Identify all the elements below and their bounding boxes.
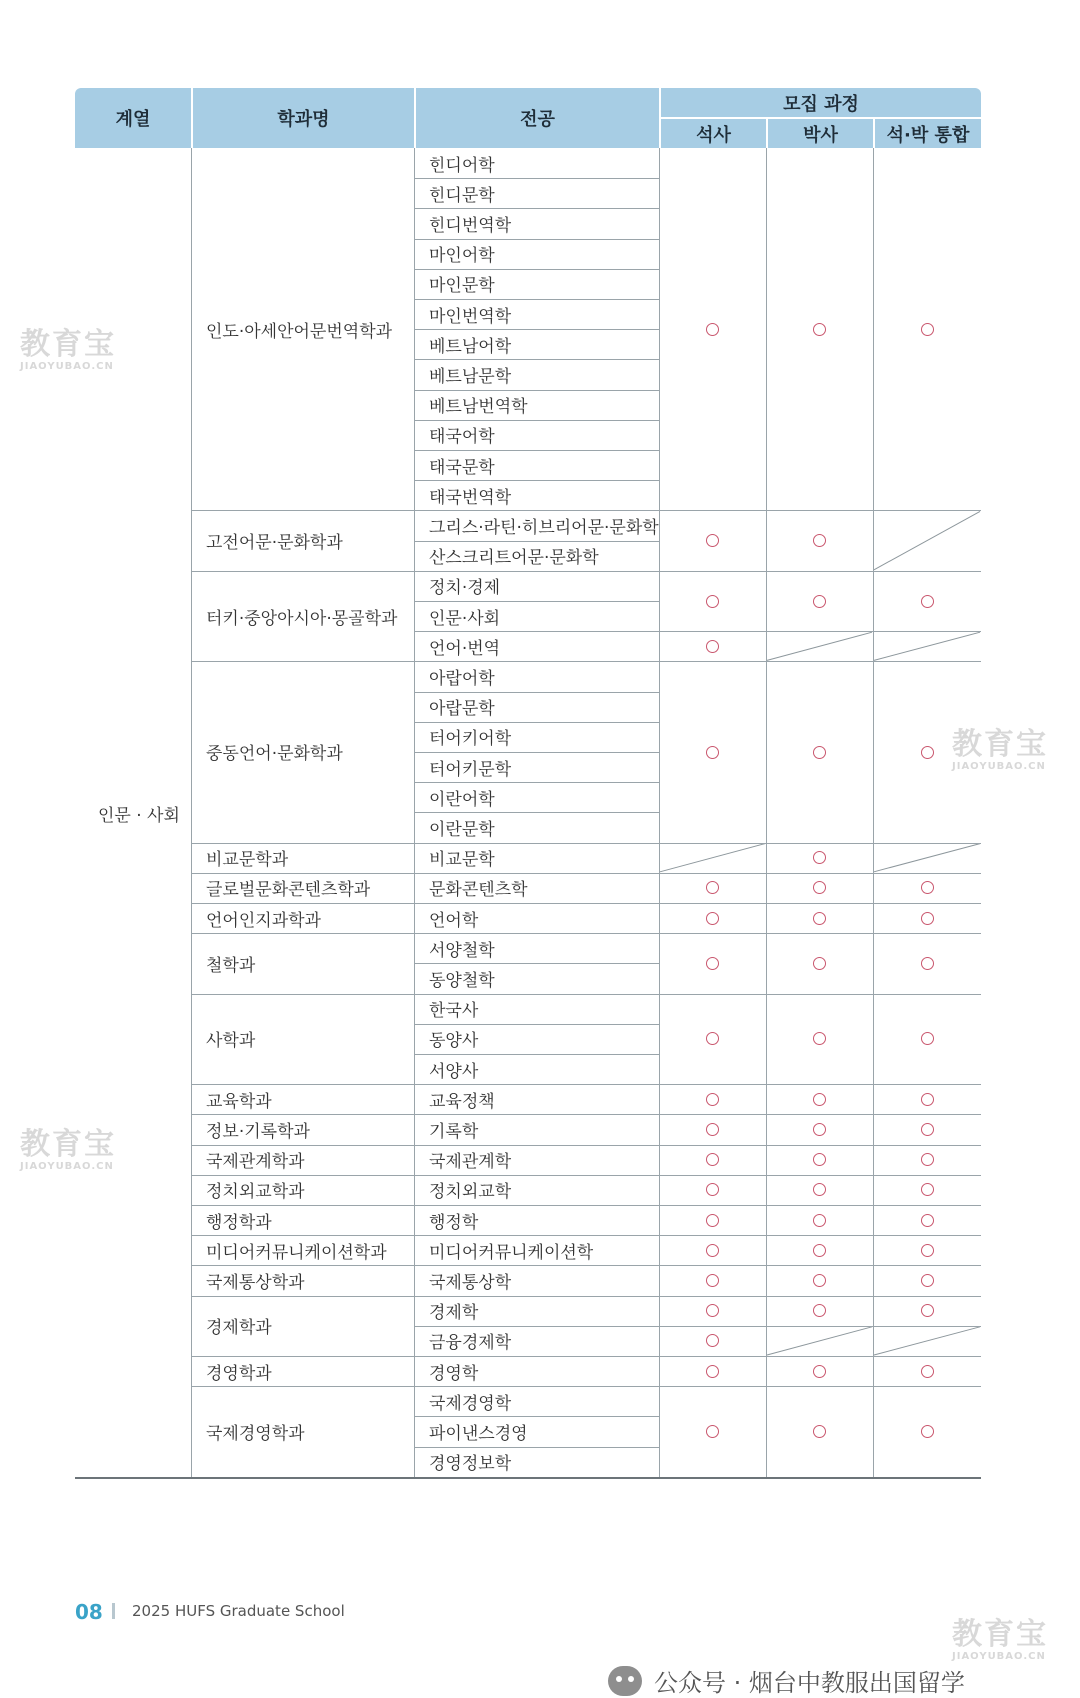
major-name: 경영정보학 [429, 1454, 512, 1475]
department-name: 국제경영학과 [206, 1423, 305, 1444]
available-circle-icon [813, 912, 826, 925]
watermark-logo [952, 1617, 1048, 1662]
available-circle-icon [706, 1425, 719, 1438]
available-circle-icon [706, 1123, 719, 1136]
department-name: 국제관계학과 [206, 1152, 305, 1173]
unavailable-slash [767, 1327, 872, 1355]
available-circle-icon [706, 323, 719, 336]
major-name: 국제관계학 [429, 1152, 512, 1173]
unavailable-slash [660, 844, 765, 872]
available-circle-icon [921, 1304, 934, 1317]
department-name: 교육학과 [206, 1091, 272, 1112]
major-name: 정치·경제 [429, 578, 501, 599]
header-major: 전공 [520, 109, 555, 130]
available-circle-icon [706, 640, 719, 653]
department-name: 인도·아세안어문번역학과 [206, 321, 393, 342]
unavailable-slash [767, 632, 872, 660]
available-circle-icon [813, 534, 826, 547]
available-circle-icon [813, 957, 826, 970]
major-name: 태국번역학 [429, 487, 512, 508]
watermark-brand: 教育宝 [952, 1617, 1048, 1652]
available-circle-icon [706, 1274, 719, 1287]
table-bottom-border [75, 1477, 981, 1479]
major-name: 서양사 [429, 1061, 479, 1082]
major-name: 아랍문학 [429, 699, 495, 720]
major-name: 경제학 [429, 1303, 479, 1324]
major-name: 태국문학 [429, 457, 495, 478]
available-circle-icon [813, 746, 826, 759]
watermark-logo [952, 727, 1048, 772]
department-name: 경제학과 [206, 1318, 272, 1339]
available-circle-icon [921, 1244, 934, 1257]
watermark-logo [20, 1127, 116, 1172]
department-name: 언어인지과학과 [206, 910, 321, 931]
header-recruit: 모집 과정 [783, 94, 859, 115]
available-circle-icon [706, 957, 719, 970]
available-circle-icon [921, 912, 934, 925]
major-name: 힌디어학 [429, 155, 495, 176]
unavailable-slash [874, 511, 980, 569]
major-name: 경영학 [429, 1363, 479, 1384]
available-circle-icon [706, 534, 719, 547]
available-circle-icon [921, 1214, 934, 1227]
available-circle-icon [813, 1244, 826, 1257]
major-name: 교육정책 [429, 1091, 495, 1112]
major-name: 미디어커뮤니케이션학 [429, 1242, 594, 1263]
major-name: 비교문학 [429, 850, 495, 871]
available-circle-icon [921, 957, 934, 970]
available-circle-icon [706, 1214, 719, 1227]
department-name: 터키·중앙아시아·몽골학과 [206, 608, 398, 629]
available-circle-icon [921, 1365, 934, 1378]
watermark-url: JIAOYUBAO.CN [20, 361, 114, 372]
available-circle-icon [921, 1032, 934, 1045]
major-name: 이란어학 [429, 789, 495, 810]
major-name: 마인문학 [429, 276, 495, 297]
department-name: 고전어문·문화학과 [206, 533, 343, 554]
field-cell: 인문 · 사회 [98, 805, 180, 826]
major-name: 국제경영학 [429, 1393, 512, 1414]
unavailable-slash [874, 1327, 980, 1355]
major-name: 그리스·라틴·히브리어문·문화학 [429, 517, 659, 538]
header-masters: 석사 [696, 124, 731, 146]
major-name: 베트남번역학 [429, 397, 528, 418]
department-name: 비교문학과 [206, 850, 289, 871]
available-circle-icon [921, 323, 934, 336]
group-divider [659, 1326, 981, 1327]
available-circle-icon [921, 1274, 934, 1287]
group-divider [659, 631, 981, 632]
major-name: 베트남어학 [429, 336, 512, 357]
available-circle-icon [921, 1123, 934, 1136]
major-name: 행정학 [429, 1212, 479, 1233]
header-field: 계열 [115, 109, 151, 130]
available-circle-icon [921, 1153, 934, 1166]
available-circle-icon [921, 746, 934, 759]
available-circle-icon [813, 1123, 826, 1136]
major-name: 정치외교학 [429, 1182, 512, 1203]
department-name: 정보·기록학과 [206, 1121, 310, 1142]
department-name: 철학과 [206, 955, 256, 976]
major-name: 금융경제학 [429, 1333, 512, 1354]
column-divider [873, 148, 874, 1477]
major-name: 동양철학 [429, 970, 495, 991]
major-name: 기록학 [429, 1121, 479, 1142]
major-name: 문화콘텐츠학 [429, 880, 528, 901]
watermark-url: JIAOYUBAO.CN [952, 1651, 1046, 1662]
available-circle-icon [813, 1214, 826, 1227]
department-name: 행정학과 [206, 1212, 272, 1233]
available-circle-icon [706, 1093, 719, 1106]
header-integrated: 석·박 통합 [886, 124, 970, 146]
header-department: 학과명 [277, 109, 330, 130]
major-name: 마인번역학 [429, 306, 512, 327]
major-name: 동양사 [429, 1031, 479, 1052]
available-circle-icon [706, 595, 719, 608]
available-circle-icon [706, 912, 719, 925]
major-name: 언어학 [429, 910, 479, 931]
department-name: 경영학과 [206, 1363, 272, 1384]
unavailable-slash [874, 632, 980, 660]
watermark-brand: 教育宝 [20, 327, 116, 362]
watermark-brand: 教育宝 [20, 1127, 116, 1162]
available-circle-icon [921, 1093, 934, 1106]
department-name: 미디어커뮤니케이션학과 [206, 1242, 387, 1263]
available-circle-icon [813, 1365, 826, 1378]
watermark-url: JIAOYUBAO.CN [952, 761, 1046, 772]
available-circle-icon [706, 1365, 719, 1378]
major-name: 아랍어학 [429, 668, 495, 689]
available-circle-icon [706, 1244, 719, 1257]
department-name: 글로벌문화콘텐츠학과 [206, 880, 371, 901]
major-name: 한국사 [429, 1001, 479, 1022]
available-circle-icon [921, 1183, 934, 1196]
major-name: 국제통상학 [429, 1272, 512, 1293]
column-divider [659, 148, 660, 1477]
footer-title: 2025 HUFS Graduate School [132, 1602, 345, 1620]
watermark-logo [20, 327, 116, 372]
column-divider [191, 148, 192, 1477]
department-name: 중동언어·문화학과 [206, 744, 343, 765]
major-name: 태국어학 [429, 427, 495, 448]
major-name: 서양철학 [429, 940, 495, 961]
available-circle-icon [921, 1425, 934, 1438]
major-name: 베트남문학 [429, 366, 512, 387]
major-name: 언어·번역 [429, 638, 501, 659]
department-name: 국제통상학과 [206, 1272, 305, 1293]
available-circle-icon [813, 1093, 826, 1106]
major-name: 터어키문학 [429, 759, 512, 780]
major-name: 파이낸스경영 [429, 1423, 528, 1444]
header-doctoral: 박사 [803, 124, 838, 146]
available-circle-icon [706, 746, 719, 759]
department-name: 사학과 [206, 1031, 256, 1052]
footer-divider [112, 1603, 115, 1619]
major-name: 인문·사회 [429, 608, 501, 629]
available-circle-icon [813, 1274, 826, 1287]
department-name: 정치외교학과 [206, 1182, 305, 1203]
page-number: 08 [75, 1600, 103, 1624]
available-circle-icon [921, 595, 934, 608]
wechat-caption [608, 1663, 965, 1698]
unavailable-slash [874, 844, 980, 872]
major-name: 터어키어학 [429, 729, 512, 750]
major-name: 힌디문학 [429, 185, 495, 206]
available-circle-icon [813, 595, 826, 608]
watermark-url: JIAOYUBAO.CN [20, 1161, 114, 1172]
wechat-icon [608, 1666, 642, 1696]
major-name: 힌디번역학 [429, 215, 512, 236]
available-circle-icon [921, 881, 934, 894]
available-circle-icon [813, 1425, 826, 1438]
available-circle-icon [813, 323, 826, 336]
column-divider [414, 148, 415, 1477]
column-divider [766, 148, 767, 1477]
major-name: 마인어학 [429, 246, 495, 267]
watermark-brand: 教育宝 [952, 727, 1048, 762]
wechat-caption-text: 公众号 · 烟台中教服出国留学 [654, 1669, 965, 1697]
major-name: 이란문학 [429, 819, 495, 840]
major-name: 산스크리트어문·문화학 [429, 548, 599, 569]
